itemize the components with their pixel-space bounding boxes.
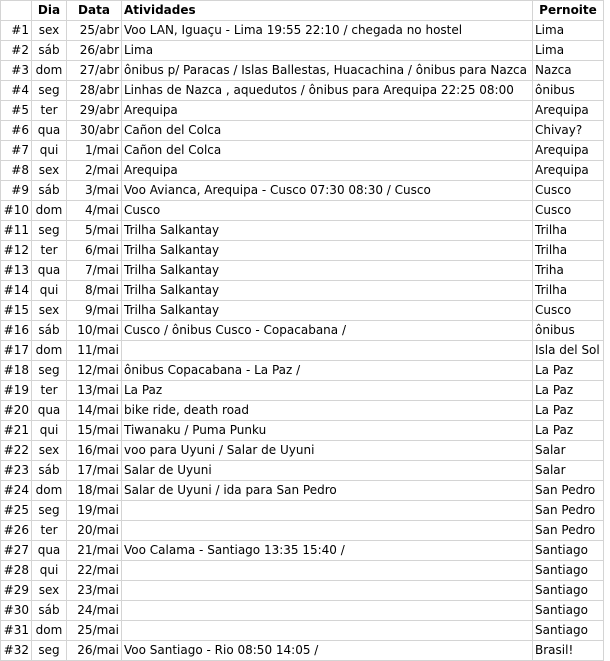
cell-num[interactable]: #18 xyxy=(1,361,32,381)
cell-atividades[interactable]: ônibus Copacabana - La Paz / xyxy=(122,361,533,381)
cell-num[interactable]: #20 xyxy=(1,401,32,421)
cell-pernoite[interactable]: Santiago xyxy=(533,561,604,581)
cell-num[interactable]: #28 xyxy=(1,561,32,581)
cell-data[interactable]: 13/mai xyxy=(67,381,122,401)
table-row xyxy=(1,21,604,41)
cell-atividades[interactable]: Tiwanaku / Puma Punku xyxy=(122,421,533,441)
cell-dia[interactable]: sex xyxy=(32,441,67,461)
cell-pernoite[interactable]: La Paz xyxy=(533,421,604,441)
cell-data[interactable]: 28/abr xyxy=(67,81,122,101)
cell-atividades[interactable]: La Paz xyxy=(122,381,533,401)
cell-dia[interactable]: dom xyxy=(32,61,67,81)
cell-dia[interactable]: qui xyxy=(32,561,67,581)
cell-atividades[interactable]: Arequipa xyxy=(122,101,533,121)
cell-data[interactable]: 24/mai xyxy=(67,601,122,621)
cell-pernoite[interactable]: ônibus xyxy=(533,321,604,341)
cell-dia[interactable]: sáb xyxy=(32,601,67,621)
cell-atividades[interactable]: Voo LAN, Iguaçu - Lima 19:55 22:10 / chegada no hostel xyxy=(122,21,533,41)
cell-pernoite[interactable]: Trilha xyxy=(533,221,604,241)
cell-num[interactable]: #29 xyxy=(1,581,32,601)
table-row xyxy=(1,461,604,481)
cell-pernoite[interactable]: Salar xyxy=(533,441,604,461)
cell-pernoite[interactable]: San Pedro xyxy=(533,521,604,541)
cell-num[interactable]: #24 xyxy=(1,481,32,501)
table-row xyxy=(1,181,604,201)
header-atividades: Atividades xyxy=(122,1,533,21)
cell-pernoite[interactable]: Lima xyxy=(533,41,604,61)
cell-pernoite[interactable]: Cusco xyxy=(533,201,604,221)
cell-atividades[interactable]: Lima xyxy=(122,41,533,61)
cell-atividades[interactable]: voo para Uyuni / Salar de Uyuni xyxy=(122,441,533,461)
cell-dia[interactable]: seg xyxy=(32,81,67,101)
cell-data[interactable]: 16/mai xyxy=(67,441,122,461)
cell-pernoite[interactable]: Lima xyxy=(533,21,604,41)
cell-num[interactable]: #15 xyxy=(1,301,32,321)
cell-pernoite[interactable]: Santiago xyxy=(533,541,604,561)
cell-dia[interactable]: ter xyxy=(32,521,67,541)
cell-atividades[interactable]: Trilha Salkantay xyxy=(122,301,533,321)
cell-data[interactable]: 25/mai xyxy=(67,621,122,641)
cell-num[interactable]: #12 xyxy=(1,241,32,261)
cell-pernoite[interactable]: Santiago xyxy=(533,601,604,621)
table-row xyxy=(1,121,604,141)
table-row xyxy=(1,441,604,461)
table-row xyxy=(1,101,604,121)
cell-pernoite[interactable]: Arequipa xyxy=(533,101,604,121)
table-row xyxy=(1,401,604,421)
cell-dia[interactable]: dom xyxy=(32,481,67,501)
cell-pernoite[interactable]: San Pedro xyxy=(533,481,604,501)
table-row xyxy=(1,481,604,501)
cell-data[interactable]: 17/mai xyxy=(67,461,122,481)
cell-num[interactable]: #19 xyxy=(1,381,32,401)
cell-atividades[interactable]: Voo Calama - Santiago 13:35 15:40 / xyxy=(122,541,533,561)
cell-atividades[interactable] xyxy=(122,621,533,641)
cell-data[interactable]: 2/mai xyxy=(67,161,122,181)
cell-data[interactable]: 11/mai xyxy=(67,341,122,361)
cell-pernoite[interactable]: Trilha xyxy=(533,241,604,261)
table-row xyxy=(1,641,604,661)
table-row xyxy=(1,221,604,241)
cell-num[interactable]: #26 xyxy=(1,521,32,541)
table-row xyxy=(1,361,604,381)
cell-pernoite[interactable]: Santiago xyxy=(533,621,604,641)
header-pernoite: Pernoite xyxy=(533,1,604,21)
cell-atividades[interactable]: Cañon del Colca xyxy=(122,121,533,141)
cell-data[interactable]: 18/mai xyxy=(67,481,122,501)
cell-num[interactable]: #7 xyxy=(1,141,32,161)
cell-atividades[interactable]: Trilha Salkantay xyxy=(122,261,533,281)
cell-atividades[interactable]: bike ride, death road xyxy=(122,401,533,421)
cell-pernoite[interactable]: Triha xyxy=(533,261,604,281)
cell-num[interactable]: #5 xyxy=(1,101,32,121)
cell-atividades[interactable] xyxy=(122,601,533,621)
cell-atividades[interactable] xyxy=(122,341,533,361)
cell-pernoite[interactable]: Nazca xyxy=(533,61,604,81)
cell-pernoite[interactable]: Arequipa xyxy=(533,141,604,161)
cell-num[interactable]: #25 xyxy=(1,501,32,521)
cell-num[interactable]: #32 xyxy=(1,641,32,661)
cell-dia[interactable]: sex xyxy=(32,581,67,601)
cell-dia[interactable]: qua xyxy=(32,541,67,561)
cell-pernoite[interactable]: Salar xyxy=(533,461,604,481)
table-row xyxy=(1,241,604,261)
cell-dia[interactable]: qua xyxy=(32,401,67,421)
cell-data[interactable]: 26/mai xyxy=(67,641,122,661)
cell-dia[interactable]: sáb xyxy=(32,41,67,61)
cell-dia[interactable]: seg xyxy=(32,221,67,241)
cell-num[interactable]: #27 xyxy=(1,541,32,561)
cell-num[interactable]: #23 xyxy=(1,461,32,481)
cell-data[interactable]: 5/mai xyxy=(67,221,122,241)
cell-atividades[interactable] xyxy=(122,581,533,601)
cell-num[interactable]: #8 xyxy=(1,161,32,181)
cell-dia[interactable]: sáb xyxy=(32,321,67,341)
cell-dia[interactable]: qua xyxy=(32,121,67,141)
cell-num[interactable]: #2 xyxy=(1,41,32,61)
table-row xyxy=(1,581,604,601)
cell-atividades[interactable]: Cusco / ônibus Cusco - Copacabana / xyxy=(122,321,533,341)
table-row xyxy=(1,621,604,641)
cell-pernoite[interactable]: Arequipa xyxy=(533,161,604,181)
table-row xyxy=(1,261,604,281)
cell-data[interactable]: 19/mai xyxy=(67,501,122,521)
cell-dia[interactable]: ter xyxy=(32,241,67,261)
cell-data[interactable]: 20/mai xyxy=(67,521,122,541)
cell-dia[interactable]: dom xyxy=(32,341,67,361)
cell-atividades[interactable]: ônibus p/ Paracas / Islas Ballestas, Huacachina / ônibus para Nazca xyxy=(122,61,533,81)
cell-pernoite[interactable]: La Paz xyxy=(533,361,604,381)
cell-atividades[interactable] xyxy=(122,501,533,521)
cell-num[interactable]: #30 xyxy=(1,601,32,621)
cell-atividades[interactable]: Salar de Uyuni xyxy=(122,461,533,481)
cell-data[interactable]: 26/abr xyxy=(67,41,122,61)
cell-num[interactable]: #17 xyxy=(1,341,32,361)
cell-num[interactable]: #14 xyxy=(1,281,32,301)
cell-num[interactable]: #31 xyxy=(1,621,32,641)
cell-atividades[interactable]: Trilha Salkantay xyxy=(122,281,533,301)
cell-dia[interactable]: sáb xyxy=(32,181,67,201)
table-row xyxy=(1,341,604,361)
table-row xyxy=(1,61,604,81)
cell-pernoite[interactable]: Santiago xyxy=(533,581,604,601)
cell-dia[interactable]: sex xyxy=(32,161,67,181)
cell-pernoite[interactable]: Isla del Sol xyxy=(533,341,604,361)
cell-data[interactable]: 1/mai xyxy=(67,141,122,161)
cell-dia[interactable]: qui xyxy=(32,281,67,301)
cell-data[interactable]: 4/mai xyxy=(67,201,122,221)
cell-pernoite[interactable]: La Paz xyxy=(533,401,604,421)
table-row xyxy=(1,561,604,581)
table-row xyxy=(1,321,604,341)
cell-data[interactable]: 15/mai xyxy=(67,421,122,441)
cell-num[interactable]: #11 xyxy=(1,221,32,241)
cell-dia[interactable]: dom xyxy=(32,621,67,641)
cell-atividades[interactable]: Trilha Salkantay xyxy=(122,221,533,241)
cell-num[interactable]: #9 xyxy=(1,181,32,201)
cell-pernoite[interactable]: San Pedro xyxy=(533,501,604,521)
cell-pernoite[interactable]: Brasil! xyxy=(533,641,604,661)
cell-dia[interactable]: seg xyxy=(32,501,67,521)
table-row xyxy=(1,201,604,221)
header-data: Data xyxy=(67,1,122,21)
cell-dia[interactable]: sex xyxy=(32,21,67,41)
table-row xyxy=(1,381,604,401)
table-row xyxy=(1,161,604,181)
header-dia: Dia xyxy=(32,1,67,21)
cell-atividades[interactable]: Trilha Salkantay xyxy=(122,241,533,261)
cell-dia[interactable]: ter xyxy=(32,381,67,401)
cell-num[interactable]: #21 xyxy=(1,421,32,441)
cell-dia[interactable]: qua xyxy=(32,261,67,281)
table-row xyxy=(1,521,604,541)
table-row xyxy=(1,501,604,521)
cell-num[interactable]: #22 xyxy=(1,441,32,461)
table-row xyxy=(1,41,604,61)
cell-num[interactable]: #4 xyxy=(1,81,32,101)
cell-atividades[interactable]: Voo Santiago - Rio 08:50 14:05 / xyxy=(122,641,533,661)
cell-atividades[interactable]: Voo Avianca, Arequipa - Cusco 07:30 08:30 / Cusco xyxy=(122,181,533,201)
cell-data[interactable]: 22/mai xyxy=(67,561,122,581)
cell-dia[interactable]: sex xyxy=(32,301,67,321)
cell-pernoite[interactable]: La Paz xyxy=(533,381,604,401)
cell-data[interactable]: 27/abr xyxy=(67,61,122,81)
cell-data[interactable]: 3/mai xyxy=(67,181,122,201)
header-num xyxy=(1,1,32,21)
cell-data[interactable]: 12/mai xyxy=(67,361,122,381)
cell-num[interactable]: #1 xyxy=(1,21,32,41)
cell-pernoite[interactable]: Cusco xyxy=(533,181,604,201)
cell-dia[interactable]: dom xyxy=(32,201,67,221)
cell-dia[interactable]: qui xyxy=(32,421,67,441)
cell-pernoite[interactable]: Cusco xyxy=(533,301,604,321)
cell-data[interactable]: 25/abr xyxy=(67,21,122,41)
cell-dia[interactable]: seg xyxy=(32,361,67,381)
cell-data[interactable]: 6/mai xyxy=(67,241,122,261)
cell-dia[interactable]: ter xyxy=(32,101,67,121)
table-row xyxy=(1,301,604,321)
cell-pernoite[interactable]: Chivay? xyxy=(533,121,604,141)
cell-dia[interactable]: qui xyxy=(32,141,67,161)
cell-data[interactable]: 29/abr xyxy=(67,101,122,121)
cell-num[interactable]: #16 xyxy=(1,321,32,341)
table-row xyxy=(1,421,604,441)
cell-dia[interactable]: sáb xyxy=(32,461,67,481)
cell-dia[interactable]: seg xyxy=(32,641,67,661)
cell-num[interactable]: #3 xyxy=(1,61,32,81)
cell-data[interactable]: 8/mai xyxy=(67,281,122,301)
table-row xyxy=(1,81,604,101)
cell-num[interactable]: #13 xyxy=(1,261,32,281)
cell-num[interactable]: #10 xyxy=(1,201,32,221)
header-row xyxy=(1,1,604,21)
cell-atividades[interactable]: Arequipa xyxy=(122,161,533,181)
cell-atividades[interactable] xyxy=(122,521,533,541)
table-row xyxy=(1,601,604,621)
table-row xyxy=(1,281,604,301)
table-body xyxy=(1,21,604,661)
cell-atividades[interactable]: Salar de Uyuni / ida para San Pedro xyxy=(122,481,533,501)
cell-pernoite[interactable]: Trilha xyxy=(533,281,604,301)
cell-num[interactable]: #6 xyxy=(1,121,32,141)
cell-data[interactable]: 7/mai xyxy=(67,261,122,281)
table-row xyxy=(1,141,604,161)
cell-data[interactable]: 23/mai xyxy=(67,581,122,601)
cell-atividades[interactable]: Cusco xyxy=(122,201,533,221)
cell-atividades[interactable]: Cañon del Colca xyxy=(122,141,533,161)
cell-atividades[interactable] xyxy=(122,561,533,581)
table-row xyxy=(1,541,604,561)
cell-data[interactable]: 10/mai xyxy=(67,321,122,341)
cell-data[interactable]: 9/mai xyxy=(67,301,122,321)
cell-atividades[interactable]: Linhas de Nazca , aquedutos / ônibus para Arequipa 22:25 08:00 xyxy=(122,81,533,101)
cell-data[interactable]: 21/mai xyxy=(67,541,122,561)
cell-data[interactable]: 30/abr xyxy=(67,121,122,141)
cell-pernoite[interactable]: ônibus xyxy=(533,81,604,101)
cell-data[interactable]: 14/mai xyxy=(67,401,122,421)
